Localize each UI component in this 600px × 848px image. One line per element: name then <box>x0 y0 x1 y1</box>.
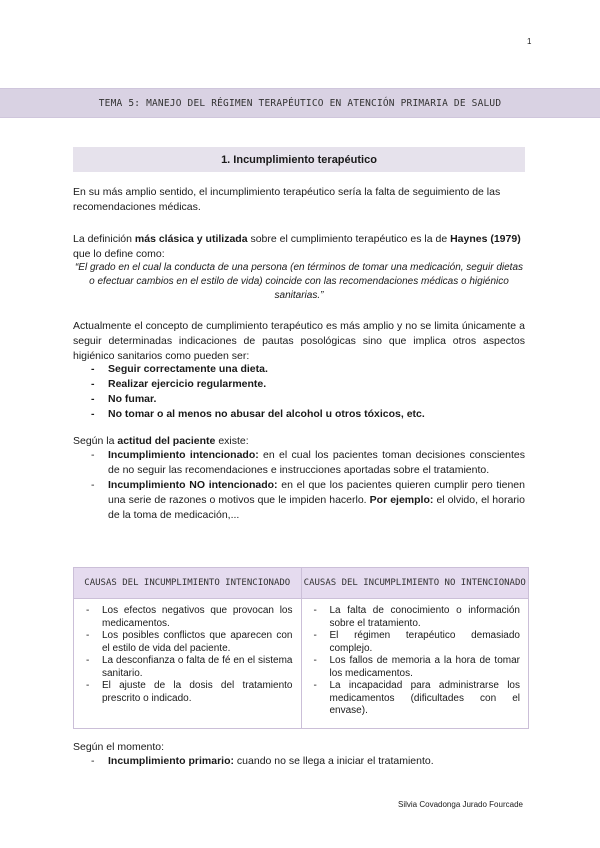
list-item: - No tomar o al menos no abusar del alcohol u otros tóxicos, etc. <box>73 407 525 422</box>
attitude-list <box>73 448 525 523</box>
list-item: - El régimen terapéutico demasiado complejo. <box>306 630 521 655</box>
haynes-quote: “El grado en el cual la conducta de una persona (en términos de tomar una medicación, seguir dietas o efectuar cambios en el estilo de vida) coincide con las recomendaciones médicas o higiénico sanitarias.” <box>74 262 524 301</box>
intentional-label: Incumplimiento intencionado: <box>108 449 259 461</box>
topic-header <box>0 88 600 118</box>
concept-list <box>73 362 525 422</box>
definition-text-c: que lo define como: <box>73 248 165 260</box>
concept-paragraph: Actualmente el concepto de cumplimiento terapéutico es más amplio y no se limita únicamente a seguir determinadas indicaciones de pautas posológicas sino que implica otros aspectos higiénico sanitarios como pueden ser: <box>73 320 525 362</box>
definition-bold-a: más clásica y utilizada <box>134 233 248 245</box>
list-item: - Los efectos negativos que provocan los medicamentos. <box>78 605 293 630</box>
list-item: - El ajuste de la dosis del tratamiento prescrito o indicado. <box>78 680 293 705</box>
intentional-text: en el cual los pacientes toman decisiones conscientes de no seguir las recomendaciones e instrucciones aportadas sobre el tratamiento. <box>108 449 525 476</box>
example-text: el olvido, el horario de la toma de medicación,... <box>108 494 525 521</box>
table-cell-unintentional <box>301 599 529 728</box>
moment-paragraph: Según el momento: <box>73 741 165 753</box>
table-cell-intentional <box>74 599 301 728</box>
causes-table <box>73 567 529 729</box>
attitude-bold: actitud del paciente <box>117 435 216 447</box>
table-row <box>74 599 528 728</box>
list-item <box>73 478 525 523</box>
list-item: - La incapacidad para administrarse los medicamentos (dificultades con el envase). <box>306 680 521 718</box>
list-item: - Realizar ejercicio regularmente. <box>73 377 525 392</box>
definition-bold-b: Haynes (1979) <box>450 233 521 245</box>
definition-text-a: La definición <box>73 233 135 245</box>
list-item <box>73 448 525 478</box>
table-header-row <box>74 568 528 599</box>
list-item: - Los fallos de memoria a la hora de tomar los medicamentos. <box>306 655 521 680</box>
author-footer: Silvia Covadonga Jurado Fourcade <box>398 800 523 809</box>
list-item <box>73 754 525 769</box>
list-item: - La desconfianza o falta de fé en el sistema sanitario. <box>78 655 293 680</box>
unintentional-label: Incumplimiento NO intencionado: <box>108 479 278 491</box>
primary-label: Incumplimiento primario: <box>108 755 235 767</box>
list-item: - La falta de conocimiento o información sobre el tratamiento. <box>306 605 521 630</box>
list-item: - No fumar. <box>73 392 525 407</box>
intro-paragraph: En su más amplio sentido, el incumplimiento terapéutico sería la falta de seguimiento de las recomendaciones médicas. <box>73 186 501 213</box>
unintentional-text: en el que los pacientes quieren cumplir pero tienen una serie de razones o motivos que le impiden hacerlo. <box>108 479 525 506</box>
list-item: - Seguir correctamente una dieta. <box>73 362 525 377</box>
example-label: Por ejemplo: <box>369 494 434 506</box>
definition-paragraph <box>73 232 525 262</box>
table-header-intentional: CAUSAS DEL INCUMPLIMIENTO INTENCIONADO <box>84 578 291 588</box>
definition-text-b: sobre el cumplimiento terapéutico es la de <box>247 233 451 245</box>
topic-title: TEMA 5: MANEJO DEL RÉGIMEN TERAPÉUTICO EN ATENCIÓN PRIMARIA DE SALUD <box>98 97 502 109</box>
attitude-text-a: Según la <box>73 435 118 447</box>
table-header-unintentional: CAUSAS DEL INCUMPLIMIENTO NO INTENCIONADO <box>301 568 529 598</box>
attitude-paragraph <box>73 434 525 449</box>
primary-text: cuando no se llega a iniciar el tratamiento. <box>234 755 434 767</box>
list-item: - Los posibles conflictos que aparecen con el estilo de vida del paciente. <box>78 630 293 655</box>
moment-list <box>73 754 525 769</box>
page-number: 1 <box>527 37 532 46</box>
attitude-text-b: existe: <box>215 435 249 447</box>
section-title: 1. Incumplimiento terapéutico <box>73 147 525 172</box>
